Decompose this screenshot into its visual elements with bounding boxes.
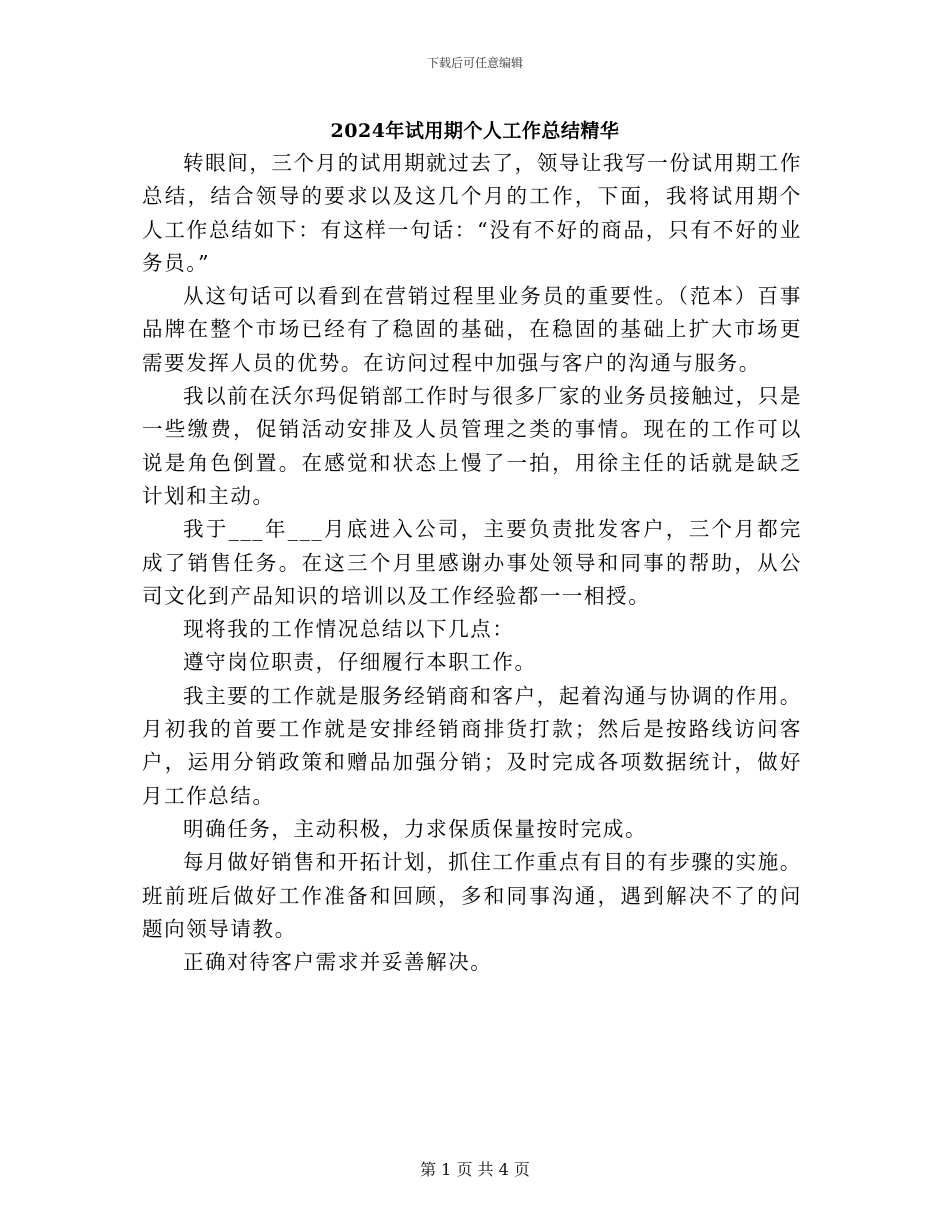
paragraph: 明确任务，主动积极，力求保质保量按时完成。 [183, 816, 648, 841]
paragraph: 从这句话可以看到在营销过程里业务员的重要性。（范本）百事品牌在整个市场已经有了稳固的基础，在稳固的基础上扩大市场更需要发挥人员的优势。在访问过程中加强与客户的沟通与服务。 [142, 284, 802, 375]
paragraph: 我以前在沃尔玛促销部工作时与很多厂家的业务员接触过，只是一些缴费，促销活动安排及人员管理之类的事情。现在的工作可以说是角色倒置。在感觉和状态上慢了一拍，用徐主任的话就是缺乏计划和主动。 [142, 384, 802, 508]
header-note: 下载后可任意编辑 [426, 56, 523, 70]
paragraph: 正确对待客户需求并妥善解决。 [183, 950, 493, 975]
document-title: 2024年试用期个人工作总结精华 [330, 120, 620, 142]
paragraph: 转眼间，三个月的试用期就过去了，领导让我写一份试用期工作总结，结合领导的要求以及这几个月的工作，下面，我将试用期个人工作总结如下：有这样一句话：“没有不好的商品，只有不好的业务员。” [142, 151, 802, 275]
paragraph: 现将我的工作情况总结以下几点： [183, 617, 515, 642]
paragraph: 我主要的工作就是服务经销商和客户，起着沟通与协调的作用。月初我的首要工作就是安排经销商排货打款；然后是按路线访问客户，运用分销政策和赠品加强分销；及时完成各项数据统计，做好月工作总结。 [142, 683, 802, 808]
page-number: 第 1 页 共 4 页 [420, 1160, 530, 1179]
paragraph: 我于___年___月底进入公司，主要负责批发客户，三个月都完成了销售任务。在这三个月里感谢办事处领导和同事的帮助，从公司文化到产品知识的培训以及工作经验都一一相授。 [142, 517, 802, 608]
paragraph: 每月做好销售和开拓计划，抓住工作重点有目的有步骤的实施。班前班后做好工作准备和回顾，多和同事沟通，遇到解决不了的问题向领导请教。 [142, 850, 802, 941]
document-body [142, 147, 802, 979]
paragraph: 遵守岗位职责，仔细履行本职工作。 [183, 650, 537, 675]
